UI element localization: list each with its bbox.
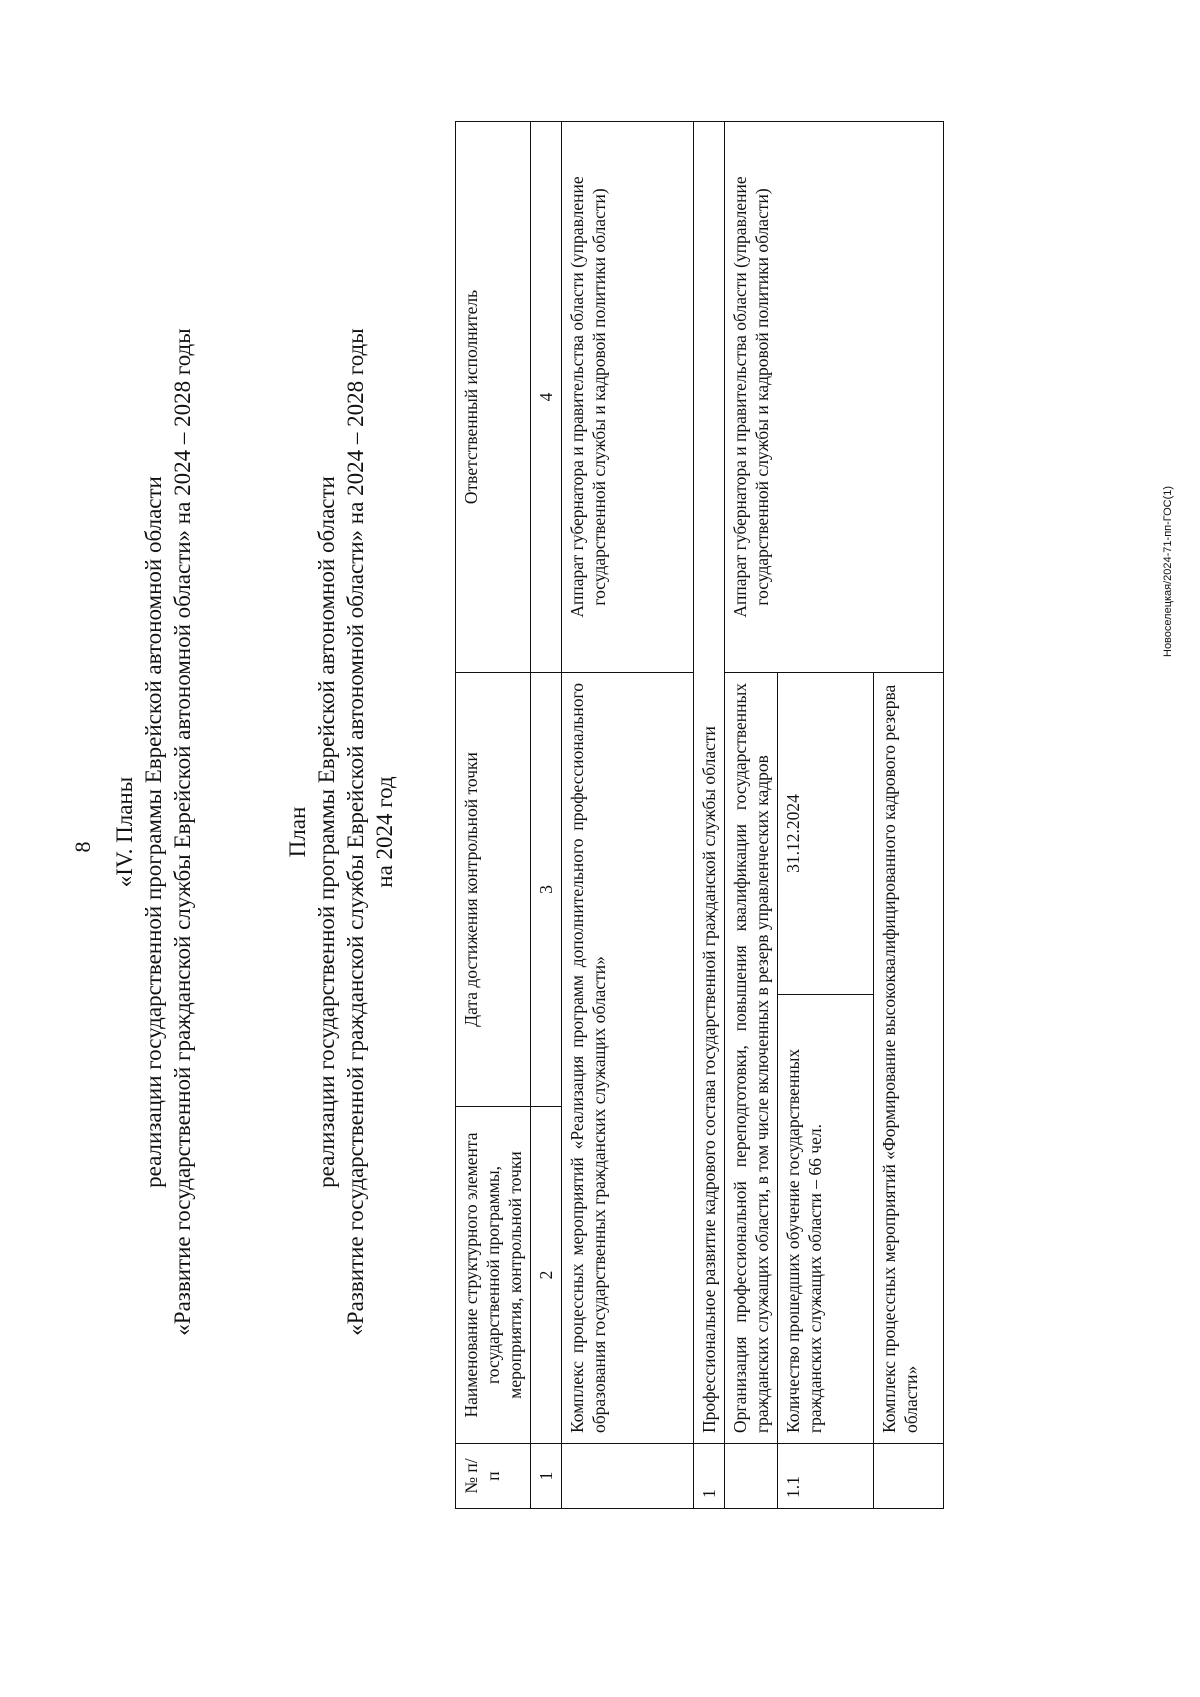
- section-heading: [110, 267, 197, 1397]
- section-title: «IV. Планы: [112, 776, 137, 888]
- footer-code: Новоселецкая/2024-71-пп-ГОС(1): [1162, 485, 1174, 657]
- plan-title: План: [285, 806, 310, 858]
- plan-subtitle-line1: реализации государственной программы Еврейской автономной области: [314, 476, 339, 1188]
- table-row: [725, 121, 778, 1508]
- plan-table: [455, 121, 944, 1509]
- table-row: [694, 121, 725, 1508]
- complex-1-responsible: Аппарат губернатора и правительства области (управление государственной службы и кадровой политики области): [562, 121, 694, 672]
- header-date: Дата достижения контрольной точки: [456, 672, 531, 1106]
- task-text: Профессиональное развитие кадрового состава государственной гражданской службы области: [694, 121, 725, 1443]
- section-subtitle-line1: реализации государственной программы Еврейской автономной области: [141, 476, 166, 1188]
- control-point-number: 1.1: [778, 1444, 874, 1509]
- complex-1-text: Комплекс процессных мероприятий «Реализация программ дополнительного профессионального образования государственных гражданских служащих области»: [562, 672, 694, 1443]
- header-name: Наименование структурного элемента государственной программы, мероприятия, контрольной точки: [456, 1107, 531, 1444]
- table-row: [562, 121, 694, 1508]
- header-responsible: Ответственный исполнитель: [456, 121, 531, 672]
- plan-subtitle-line2: «Развитие государственной гражданской службы Еврейской автономной области» на 2024 – 2028 годы: [343, 328, 368, 1336]
- table-header-row: [456, 121, 531, 1508]
- col-number: 2: [531, 1107, 562, 1444]
- header-num: № п/п: [456, 1444, 531, 1509]
- control-point-date: 31.12.2024: [778, 672, 874, 994]
- control-point-text: Количество прошедших обучение государственных гражданских служащих области – 66 чел.: [778, 995, 874, 1444]
- col-number: 4: [531, 121, 562, 672]
- event-responsible: Аппарат губернатора и правительства области (управление государственной службы и кадровой политики области): [725, 121, 944, 672]
- complex-2-text: Комплекс процессных мероприятий «Формирование высококвалифицированного кадрового резерва области»: [874, 672, 944, 1443]
- plan-subtitle-line3: на 2024 год: [372, 776, 397, 888]
- page-number: 8: [70, 841, 95, 853]
- section-subtitle-line2: «Развитие государственной гражданской службы Еврейской автономной области» на 2024 – 2028 годы: [170, 328, 195, 1336]
- col-number: 3: [531, 672, 562, 1106]
- task-number: 1: [694, 1444, 725, 1509]
- event-text: Организация профессиональной переподготовки, повышения квалификации государственных гражданских служащих области, в том числе включенных в резерв управленческих кадров: [725, 672, 778, 1443]
- col-number: 1: [531, 1444, 562, 1509]
- plan-heading: [283, 267, 399, 1397]
- column-numbers-row: [531, 121, 562, 1508]
